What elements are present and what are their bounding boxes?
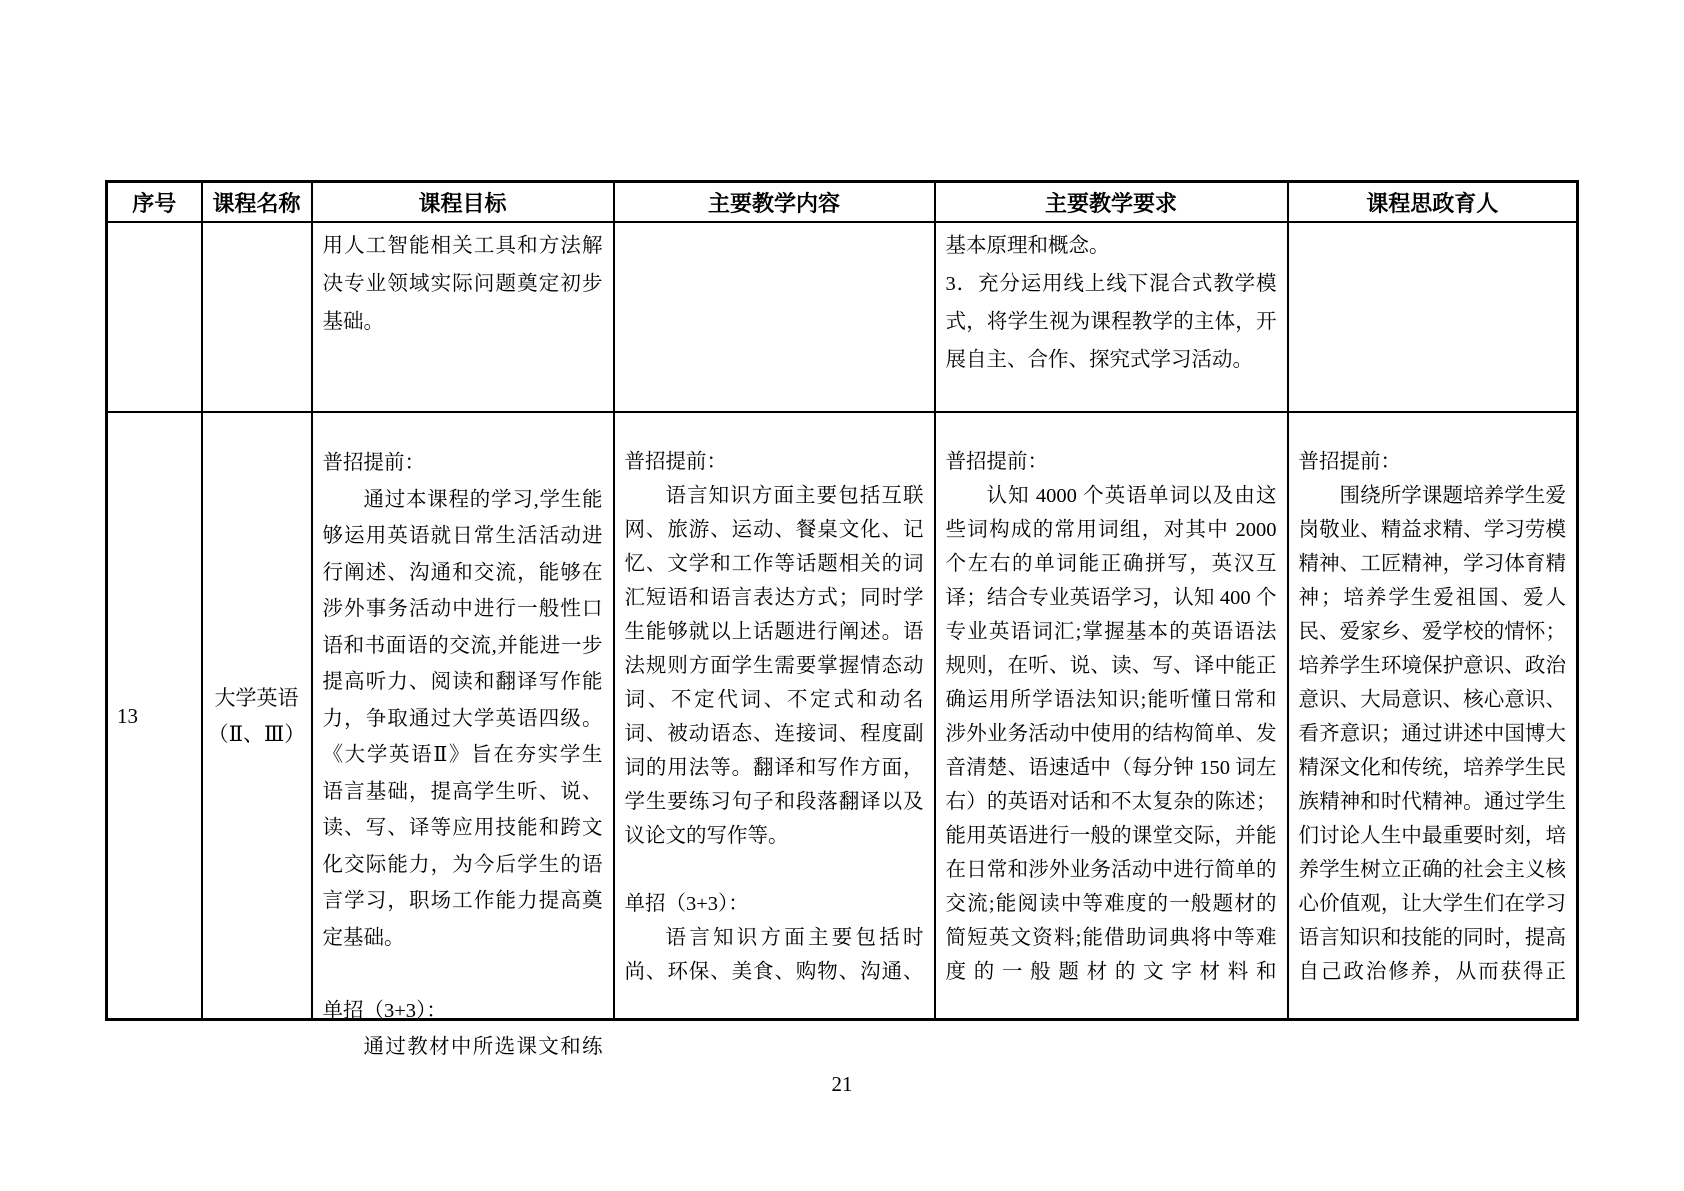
paragraph: 13 [117,703,138,728]
paragraph: 普招提前： [945,451,1048,473]
objectives-text [322,445,603,1058]
paragraph: （Ⅱ、Ⅲ） [207,721,306,746]
paragraph: 认知 4000 个英语单词以及由这些词构成的常用词组，对其中 2000 个左右的单词能正确拼写，英汉互译；结合专业英语学习，认知 400 个专业英语词汇;掌握基本的英语语法规则，在听、说、读、写、译中能正确运用所学语法知识;能听懂日常和涉外业务活动中使用的结构简单、发音清楚、语速适中（每分钟 150 词左右）的英语对话和不太复杂的陈述；能用英语进行一般的课堂交际，并能在日常和涉外业务活动中进行简单的交流;能阅读中等难度的一般题材的简短英文资料;能借助词典将中等难度的一般题材的文字材料和 [945,485,1277,983]
table-row-continuation [107,222,1578,412]
paragraph: 3．充分运用线上线下混合式教学模式，将学生视为课程教学的主体，开展自主、合作、探究式学习活动。 [945,273,1277,371]
paragraph: 语言知识方面主要包括互联网、旅游、运动、餐桌文化、记忆、文学和工作等话题相关的词汇短语和语言表达方式；同时学生能够就以上话题进行阐述。语法规则方面学生需要掌握情态动词、不定代词、不定式和动名词、被动语态、连接词、程度副词的用法等。翻译和写作方面，学生要练习句子和段落翻译以及议论文的写作等。 [624,485,924,847]
paragraph: 大学英语 [214,685,299,710]
cell-course-name [202,412,312,1020]
paragraph: 用人工智能相关工具和方法解决专业领域实际问题奠定初步基础。 [322,235,603,333]
column-header-ideological-education: 课程思政育人 [1288,182,1578,223]
table-header-row [107,182,1578,223]
table-row-course-13 [107,412,1578,1020]
column-header-teaching-content: 主要教学内容 [614,182,935,223]
paragraph: 基本原理和概念。 [945,235,1110,257]
paragraph: 普招提前： [624,451,727,473]
cell-cont-objectives [312,222,614,412]
paragraph: 通过本课程的学习,学生能够运用英语就日常生活活动进行阐述、沟通和交流，能够在涉外事务活动中进行一般性口语和书面语的交流,并能进一步提高听力、阅读和翻译写作能力，争取通过大学英语四级。《大学英语Ⅱ》旨在夯实学生语言基础，提高学生听、说、读、写、译等应用技能和跨文化交际能力，为今后学生的语言学习，职场工作能力提高奠定基础。 [322,488,603,949]
paragraph: 通过教材中所选课文和练 [363,1036,603,1058]
column-header-number: 序号 [107,182,202,223]
cell-ideological-education [1288,412,1578,1020]
column-header-teaching-requirements: 主要教学要求 [935,182,1288,223]
cell-teaching-content [614,412,935,1020]
cell-cont-teaching-requirements [935,222,1288,412]
paragraph [323,956,603,993]
cell-course-number [107,412,202,1020]
cell-cont-number [107,222,202,412]
teaching-requirements-text [946,445,1277,986]
column-header-course-name: 课程名称 [202,182,312,223]
paragraph: 语言知识方面主要包括时尚、环保、美食、购物、沟通、 [624,927,924,983]
teaching-content-text [625,445,924,986]
cell-objectives [312,412,614,1058]
paragraph: 围绕所学课题培养学生爱岗敬业、精益求精、学习劳模精神、工匠精神，学习体育精神；培养学生爱祖国、爱人民、爱家乡、爱学校的情怀；培养学生环境保护意识、政治意识、大局意识、核心意识、看齐意识；通过讲述中国博大精深文化和传统，培养学生民族精神和时代精神。通过学生们讨论人生中最重要时刻，培养学生树立正确的社会主义核心价值观，让大学生们在学习语言知识和技能的同时，提高自己政治修养，从而获得正 [1298,485,1566,983]
ideological-education-text [1299,445,1567,986]
column-header-objectives: 课程目标 [312,182,614,223]
cell-cont-ideological-education [1288,222,1578,412]
cell-cont-course-name [202,222,312,412]
cell-teaching-requirements [935,412,1288,1020]
paragraph: 普招提前： [322,452,425,474]
curriculum-table [105,180,1579,1058]
paragraph: 单招（3+3）： [322,999,447,1022]
paragraph: 单招（3+3）： [624,893,749,915]
page-number: 21 [831,1072,853,1096]
paragraph: 普招提前： [1298,451,1401,473]
paragraph [625,853,924,887]
cell-cont-teaching-content [614,222,935,412]
